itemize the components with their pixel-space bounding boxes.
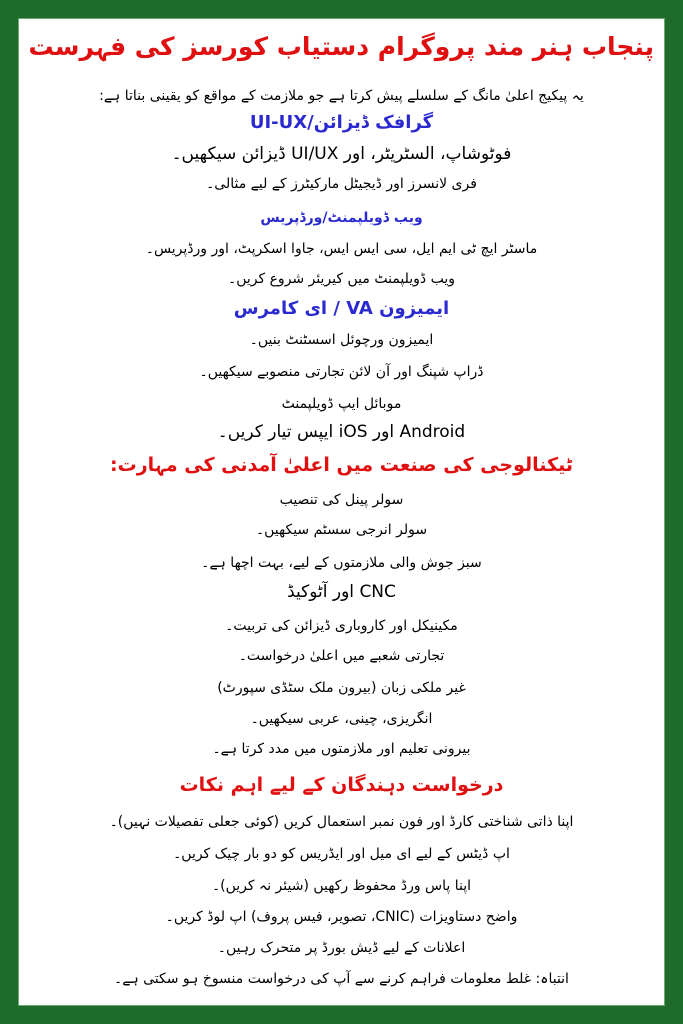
- list-item: مکینیکل اور کاروباری ڈیزائن کی تربیت۔: [225, 618, 458, 634]
- list-item: CNC اور آٹوکیڈ: [287, 582, 396, 602]
- list-item: سولر انرجی سسٹم سیکھیں۔: [255, 522, 428, 538]
- section-heading-tech-skills: ٹیکنالوجی کی صنعت میں اعلیٰ آمدنی کی مہارت:: [110, 454, 573, 476]
- course-list-poster: [18, 18, 665, 1006]
- list-item: اپنا ذاتی شناختی کارڈ اور فون نمبر استعمال کریں (کوئی جعلی تفصیلات نہیں)۔: [109, 814, 574, 830]
- list-item: سبز جوش والی ملازمتوں کے لیے، بہت اچھا ہے۔: [201, 555, 482, 571]
- list-item: اپ ڈیٹس کے لیے ای میل اور ایڈریس کو دو بار چیک کریں۔: [173, 846, 510, 862]
- section-heading-applicant-notes: درخواست دہندگان کے لیے اہم نکات: [179, 774, 504, 796]
- section-heading-web-development: ویب ڈویلپمنٹ/ورڈپریس: [260, 210, 423, 226]
- section-heading-ecommerce: ایمیزون VA / ای کامرس: [233, 298, 450, 319]
- list-item: بیرونی تعلیم اور ملازمتوں میں مدد کرتا ہے۔: [212, 741, 471, 757]
- list-item: ویب ڈویلپمنٹ میں کیریئر شروع کریں۔: [227, 271, 456, 287]
- list-item: موبائل ایپ ڈویلپمنٹ: [281, 396, 402, 412]
- page-title: پنجاب ہنر مند پروگرام دستیاب کورسز کی فہرست: [28, 32, 654, 61]
- list-item: سولر پینل کی تنصیب: [279, 492, 404, 508]
- list-item: غیر ملکی زبان (بیرون ملک سٹڈی سپورٹ): [217, 680, 466, 696]
- list-item: ماسٹر ایچ ٹی ایم ایل، سی ایس ایس، جاوا اسکرپٹ، اور ورڈپریس۔: [145, 241, 538, 257]
- list-item: اعلانات کے لیے ڈیش بورڈ پر متحرک رہیں۔: [217, 940, 466, 956]
- list-item: تجارتی شعبے میں اعلیٰ درخواست۔: [238, 648, 445, 664]
- list-item: اپنا پاس ورڈ محفوظ رکھیں (شیئر نہ کریں)۔: [211, 878, 472, 894]
- section-heading-graphic-design: گرافک ڈیزائن/UI-UX: [249, 112, 434, 133]
- list-item: ڈراپ شپنگ اور آن لائن تجارتی منصوبے سیکھیں۔: [199, 364, 484, 380]
- list-item: ایمیزون ورچوئل اسسٹنٹ بنیں۔: [249, 332, 434, 348]
- list-item: فری لانسرز اور ڈیجیٹل مارکیٹرز کے لیے مثالی۔: [206, 176, 477, 192]
- list-item: انگریزی، چینی، عربی سیکھیں۔: [250, 711, 433, 727]
- list-item: فوٹوشاپ، السٹریٹر، اور UI/UX ڈیزائن سیکھیں۔: [171, 144, 512, 164]
- list-item: واضح دستاویزات (CNIC، تصویر، فیس پروف) اپ لوڈ کریں۔: [165, 909, 518, 925]
- warning-text: انتباہ: غلط معلومات فراہم کرنے سے آپ کی درخواست منسوخ ہو سکتی ہے۔: [114, 971, 569, 987]
- intro-text: یہ پیکیج اعلیٰ مانگ کے سلسلے پیش کرتا ہے جو ملازمت کے مواقع کو یقینی بناتا ہے:: [99, 88, 584, 104]
- list-item: Android اور iOS ایپس تیار کریں۔: [217, 422, 466, 442]
